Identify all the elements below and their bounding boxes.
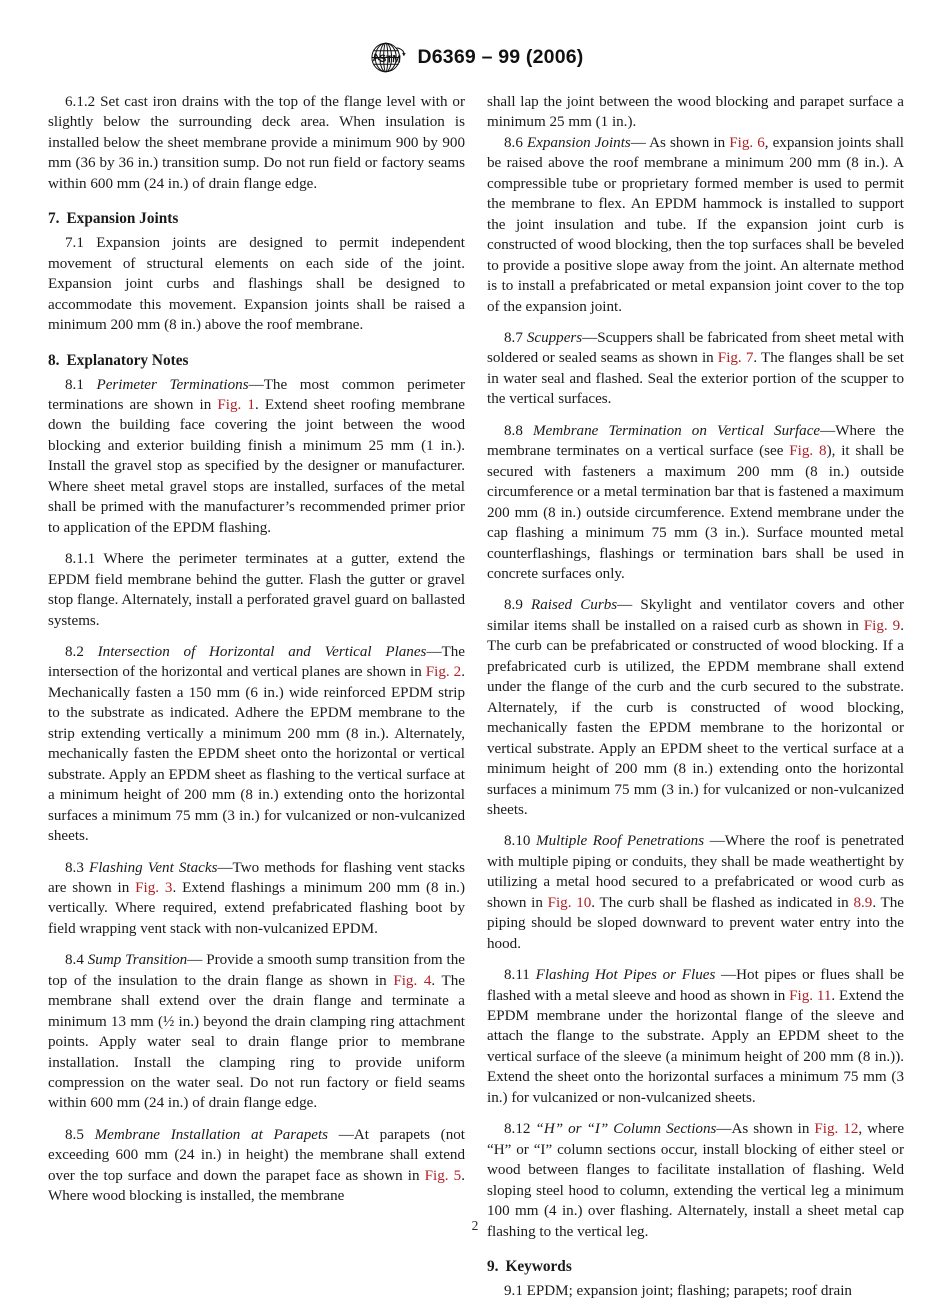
paragraph-8-3 [48,858,465,940]
clause-text: — As shown in [630,134,730,151]
clause-text: . The curb shall be flashed as indicated in [591,894,854,911]
paragraph-6-1-2: 6.1.2 Set cast iron drains with the top of the flange level with or slightly below the surrounding deck area. When insulation is installed below the sheet membrane provide a minimum 900 by 900 mm (36 by 36 in.) transition sump. Do not run field or factory seams within 600 mm (24 in.) of drain flange edge. [48,94,465,192]
clause-text: . Where wood blocking is installed, the membrane [48,1167,466,1205]
section-number: 9. [487,1258,499,1276]
standard-designation: D6369 – 99 (2006) [417,46,584,68]
clause-text: —The intersection of the horizontal and vertical planes are shown in [48,643,465,681]
figure-reference-link[interactable]: Fig. 7 [717,350,754,367]
paragraph-8-7 [487,328,904,410]
figure-reference-link[interactable]: Fig. 6 [729,134,765,151]
figure-reference-link[interactable]: Fig. 8 [789,443,827,460]
paragraph-8-10 [487,831,904,954]
section-number: 7. [48,210,60,228]
paragraph-8-5 [48,1125,465,1207]
svg-text:S: S [379,53,387,66]
clause-text: . Extend sheet roofing membrane down the building face covering the joint between the wood blocking and exterior building finish a minimum 25 mm (1 in.). Install the gravel stop as specified by the designer or manufacturer. Where sheet metal gravel stops are installed, surfaces of the metal shall be primed with the manufacturer’s recommended primer prior to application of the EPDM flashing. [48,396,465,536]
clause-text: . Extend flashings a minimum 200 mm (8 in.) vertically. Where required, extend prefabricated flashing boot by field wrapping vent stack with non-vulcanized EPDM. [48,879,465,937]
clause-text: . The flanges shall be set in water seal and flashed. Seal the exterior portion of the scupper to the vertical surfaces. [487,350,904,408]
section-heading-8 [48,336,465,375]
paragraph-8-8 [487,421,904,585]
clause-text: —As shown in [716,1121,815,1138]
clause-number: 8.5 [65,1126,84,1143]
page-number: 2 [471,1218,479,1233]
clause-text: . Mechanically fasten a 150 mm (6 in.) wide reinforced EPDM strip to the substrate as indicated. Adhere the EPDM membrane to the strip extending vertically a minimum 200 mm (8 in.). Alternately, mechanically fasten the EPDM sheet onto the horizontal or vertical substrate. Apply an EPDM sheet as flashing to the vertical surface at a minimum height of 200 mm (8 in.) extending onto the horizontal surfaces a minimum 75 mm (3 in.) for vulcanized or non-vulcanized sheets. [48,664,465,845]
section-number: 8. [48,351,60,369]
astm-logo-icon [366,42,408,73]
clause-title: Scuppers [526,329,583,346]
clause-text: —The most common perimeter terminations are shown in [48,376,465,413]
page-footer [0,1218,950,1234]
clause-text: . The piping should be sloped downward to prevent water entry into the hood. [487,894,904,952]
section-title: Keywords [505,1258,572,1276]
section-heading-9 [487,1242,904,1281]
paragraph-8-6 [487,133,904,317]
clause-number: 8.3 [65,859,84,876]
clause-title: Membrane Installation at Parapets [94,1126,329,1143]
figure-reference-link[interactable]: Fig. 5 [424,1167,462,1184]
figure-reference-link[interactable]: Fig. 1 [217,396,255,413]
clause-number: 8.10 [504,833,531,850]
section-heading-7 [48,194,465,233]
clause-text: —Hot pipes or flues shall be flashed with a metal sleeve and hood as shown in [487,967,904,1004]
figure-reference-link[interactable]: Fig. 2 [425,664,462,681]
clause-number: 8.11 [504,967,530,984]
clause-text: —Scuppers shall be fabricated from sheet metal with soldered or sealed seams as shown in [487,329,905,367]
clause-text: . The membrane shall extend over the drain flange and terminate a minimum 13 mm (½ in.) beyond the drain clamping ring attachment points. Apply water seal to drain flange prior to membrane installation. Install the clamping ring to provide uniform compression on the water seal. Do not run factory or field seams within 600 mm (24 in.) of drain flange edge. [48,972,465,1112]
figure-reference-link[interactable]: Fig. 4 [393,972,432,989]
svg-text:A: A [371,52,381,65]
clause-title: Expansion Joints [526,134,631,151]
figure-reference-link[interactable]: Fig. 10 [547,894,592,911]
clause-text: — Skylight and ventilator covers and other similar items shall be installed on a raised curb as shown in [487,597,905,634]
clause-title: Intersection of Horizontal and Vertical Planes [97,643,427,660]
clause-title: “H” or “I” Column Sections [535,1121,717,1138]
paragraph-8-1 [48,375,465,539]
section-title: Expansion Joints [66,210,179,228]
page-header [0,42,950,73]
clause-text: —Two methods for flashing vent stacks are shown in [48,859,465,896]
svg-text:T: T [386,54,393,66]
paragraph-8-1-1: 8.1.1 Where the perimeter terminates at a gutter, extend the EPDM field membrane behind the gutter. Flash the gutter or gravel stop flange. Alternately, install a perforated gravel guard on ballasted systems. [48,551,465,629]
clause-text: — Provide a smooth sump transition from the top of the insulation to the drain flange as shown in [48,952,465,989]
clause-number: 8.7 [504,329,523,346]
clause-number: 8.9 [504,597,523,614]
clause-number: 8.12 [504,1121,531,1138]
clause-number: 8.6 [504,134,523,151]
left-column [48,92,466,1205]
clause-number: 8.8 [504,422,523,439]
right-column [487,92,905,1300]
section-title: Explanatory Notes [66,351,189,369]
clause-text: —Where the membrane terminates on a vertical surface (see [487,422,904,460]
clause-title: Raised Curbs [531,597,618,614]
svg-text:M: M [392,54,402,66]
clause-number: 8.4 [65,952,84,969]
clause-text: , where “H” or “I” column sections occur, install blocking of either steel or wood between flanges to facilitate installation of flashing. Weld sloping steel hood to column, extending the vertical leg a minimum 100 mm (4 in.) over flashing. Alternately, install a sheet metal cap flashing to the vertical leg. [487,1121,905,1240]
clause-text: ), it shall be secured with fasteners a maximum 200 mm (8 in.) outside circumference or a metal termination bar that is fastened a maximum 200 mm (8 in.) outside circumference. Extend membrane under the cap flashing a minimum 75 mm (3 in.). Surface mounted metal counterflashings, flashings or termination bars shall be used in concrete surfaces only. [487,443,905,582]
clause-title: Membrane Termination on Vertical Surface [532,422,821,439]
clause-text: , expansion joints shall be raised above the roof membrane a minimum 200 mm (8 in.). A compressible tube or proprietary formed member is used to permit the membrane to flex. An EPDM hammock is installed to support the joint insulation and tube. If the expansion joint curb is constructed of wood blocking, then the top surfaces shall be beveled to provide a positive slope away from the joint. An alternate method is to install a prefabricated or metal expansion joint cover to the top of the expansion joint. [487,134,904,315]
clause-title: Perimeter Terminations [96,376,249,393]
paragraph-9-1: 9.1 EPDM; expansion joint; flashing; parapets; roof drain [504,1283,852,1300]
figure-reference-link[interactable]: Fig. 9 [863,617,901,634]
clause-number: 8.1 [65,376,84,393]
paragraph-8-11 [487,965,904,1108]
clause-title: Flashing Hot Pipes or Flues [535,967,716,984]
figure-reference-link[interactable]: Fig. 3 [135,879,173,896]
paragraph-8-2 [48,642,465,847]
clause-reference-link[interactable]: 8.9 [853,894,873,911]
clause-title: Multiple Roof Penetrations [536,833,705,850]
clause-text: . Extend the EPDM membrane under the horizontal flange of the sleeve and attach the flange to the substrate. Apply an EPDM sheet to the vertical surface of the sleeve (a minimum height of 200 mm (8 in.)). Extend the sheet onto the horizontal surfaces a minimum 75 mm (3 in.) for vulcanized or non-vulcanized sheets. [487,987,904,1106]
paragraph-7-1: 7.1 Expansion joints are designed to permit independent movement of structural elements on each side of the joint. Expansion joint curbs and flashings shall be designed to accommodate this movement. Expansion joints shall be raised a minimum 200 mm (8 in.) above the roof membrane. [48,235,465,334]
clause-text: —At parapets (not exceeding 600 mm (24 in.) in height) the membrane shall extend over the top surface and down the parapet face as shown in [48,1126,465,1184]
paragraph-8-5-continued: shall lap the joint between the wood blocking and parapet surface a minimum 25 mm (1 in.). [487,94,904,131]
figure-reference-link[interactable]: Fig. 11 [789,987,832,1004]
figure-reference-link[interactable]: Fig. 12 [814,1121,859,1138]
paragraph-8-4 [48,950,465,1114]
clause-title: Sump Transition [87,952,188,969]
paragraph-8-9 [487,595,904,820]
clause-text: . The curb can be prefabricated or constructed of wood blocking. If a prefabricated curb is utilized, the EPDM membrane shall extend under the flange of the curb and the curb secured to the substrate. Alternately, if the curb is constructed of wood blocking, mechanically fasten the EPDM membrane to the horizontal or vertical substrate. Apply an EPDM sheet to the vertical surface at a minimum height of 200 mm (8 in.) extending onto the horizontal surfaces a minimum 75 mm (3 in.) for vulcanized or non-vulcanized sheets. [487,617,904,818]
clause-text: —Where the roof is penetrated with multiple piping or conduits, they shall be made weathertight by utilizing a metal hood secured to a prefabricated or wood curb as shown in [487,833,904,911]
clause-title: Flashing Vent Stacks [89,859,218,876]
two-column-body [48,92,905,1300]
clause-number: 8.2 [65,643,84,660]
